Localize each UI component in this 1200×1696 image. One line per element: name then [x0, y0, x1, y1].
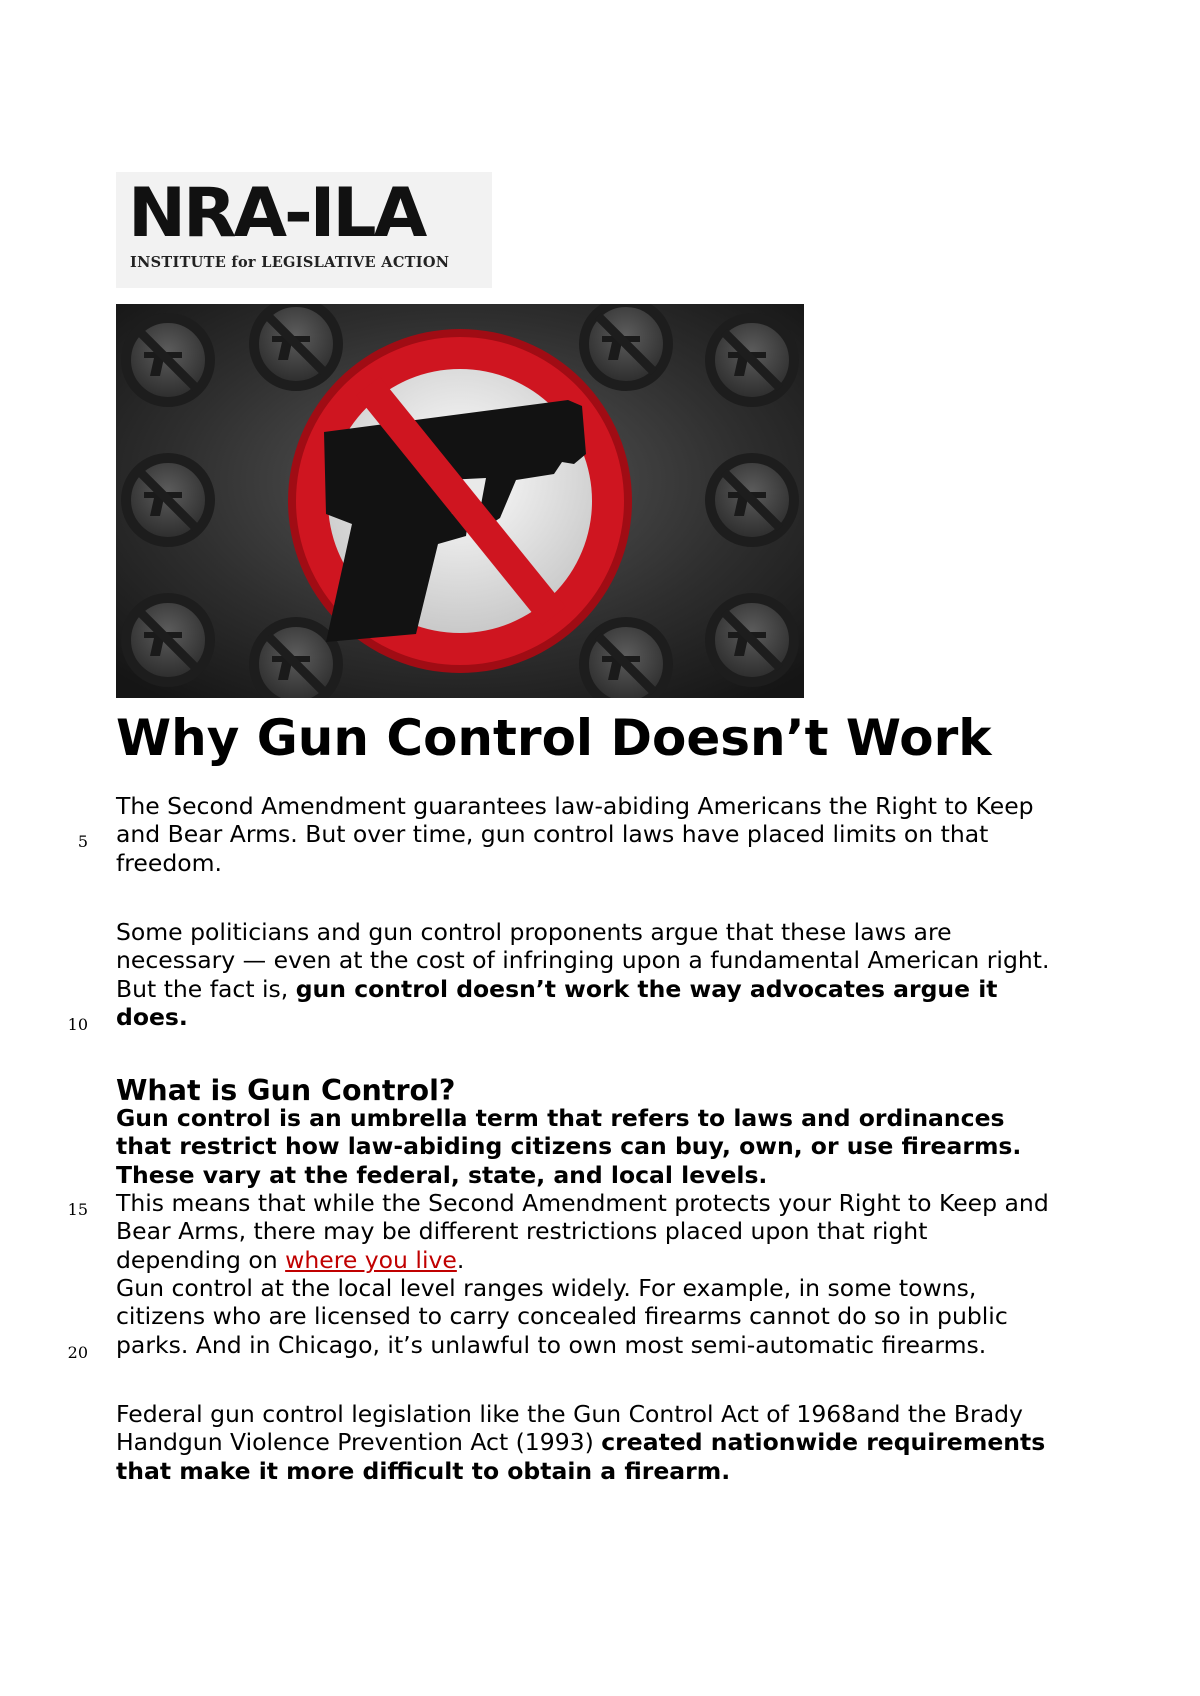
- text-line: and Bear Arms. But over time, gun control laws have placed limits on that: [116, 820, 989, 849]
- logo-subtitle: INSTITUTE for LEGISLATIVE ACTION: [130, 254, 450, 271]
- text-line: Gun control is an umbrella term that refers to laws and ordinances: [116, 1104, 1005, 1132]
- local-paragraph: [116, 1274, 1008, 1359]
- text-line: parks. And in Chicago, it’s unlawful to own most semi-automatic firearms.: [116, 1330, 987, 1359]
- bold-text: that make it more difficult to obtain a firearm.: [116, 1456, 731, 1485]
- text-line: [116, 975, 1049, 1003]
- no-gun-icon: [116, 304, 804, 698]
- federal-paragraph: [116, 1400, 1045, 1485]
- bold-text: created nationwide requirements: [601, 1428, 1046, 1457]
- text-line: necessary — even at the cost of infringing upon a fundamental American right.: [116, 946, 1050, 975]
- line-number: 15: [67, 1200, 88, 1219]
- line-number: 20: [67, 1343, 88, 1362]
- text-line: [116, 1457, 1045, 1485]
- text-span: depending on: [116, 1245, 286, 1274]
- definition-paragraph: [116, 1104, 1021, 1189]
- text-line: This means that while the Second Amendment protects your Right to Keep and: [116, 1189, 1049, 1217]
- text-line: [116, 1428, 1045, 1456]
- nra-ila-logo: [116, 172, 492, 288]
- line-number: 5: [77, 832, 88, 851]
- text-line: Gun control at the local level ranges widely. For example, in some towns,: [116, 1274, 977, 1302]
- text-line: Some politicians and gun control proponents argue that these laws are: [116, 918, 952, 946]
- bold-text: does.: [116, 1003, 188, 1032]
- logo-wordmark: NRA-ILA: [128, 174, 425, 253]
- text-span: But the fact is,: [116, 974, 296, 1003]
- text-line: [116, 1003, 1049, 1031]
- where-you-live-link[interactable]: where you live: [285, 1245, 457, 1274]
- intro-paragraph: [116, 792, 1034, 877]
- argument-paragraph: [116, 918, 1049, 1032]
- page-title: Why Gun Control Doesn’t Work: [116, 709, 992, 767]
- text-span: .: [456, 1245, 465, 1274]
- text-line: freedom.: [116, 848, 222, 877]
- text-line: These vary at the federal, state, and local levels.: [116, 1160, 768, 1189]
- text-line: citizens who are licensed to carry concealed firearms cannot do so in public: [116, 1302, 1008, 1331]
- text-line: Bear Arms, there may be different restrictions placed upon that right: [116, 1217, 928, 1246]
- text-line: [116, 1246, 1049, 1274]
- bold-text: gun control doesn’t work the way advocates argue it: [295, 974, 998, 1003]
- text-line: The Second Amendment guarantees law-abiding Americans the Right to Keep: [116, 792, 1034, 820]
- section-heading: What is Gun Control?: [116, 1074, 456, 1107]
- text-line: that restrict how law-abiding citizens can buy, own, or use firearms.: [116, 1132, 1022, 1161]
- line-number: 10: [67, 1015, 88, 1034]
- text-line: Federal gun control legislation like the Gun Control Act of 1968and the Brady: [116, 1400, 1023, 1428]
- rights-paragraph: [116, 1189, 1049, 1274]
- text-span: Handgun Violence Prevention Act (1993): [116, 1428, 602, 1457]
